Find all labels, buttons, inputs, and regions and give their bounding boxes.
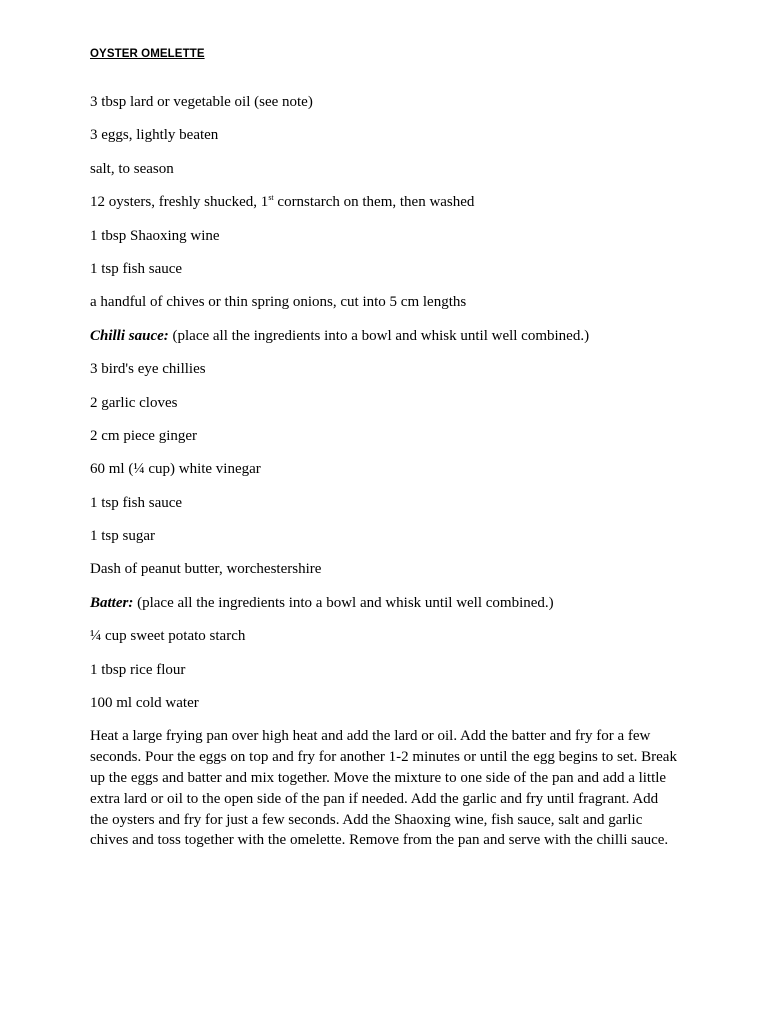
oyster-superscript: st xyxy=(268,193,274,203)
chilli-sauce-item: 1 tsp sugar xyxy=(90,528,155,545)
chilli-sauce-heading xyxy=(90,326,680,346)
chilli-sauce-item: 1 tsp fish sauce xyxy=(90,494,183,511)
ingredient-line: salt, to season xyxy=(90,160,174,177)
ingredient-line: a handful of chives or thin spring onions, cut into 5 cm lengths xyxy=(90,294,467,311)
chilli-sauce-item: Dash of peanut butter, worchestershire xyxy=(90,561,322,578)
method-paragraph: Heat a large frying pan over high heat and add the lard or oil. Add the batter and fry for a few seconds. Pour the eggs on top and fry for another 1-2 minutes or until the egg begins to set. Break up the eggs and batter and mix together. Move the mixture to one side of the pan and add a little extra lard or oil to the open side of the pan if needed. Add the garlic and fry until fragrant. Add the oysters and fry for just a few seconds. Add the Shaoxing wine, fish sauce, salt and garlic chives and toss together with the omelette. Remove from the pan and serve with the chilli sauce. xyxy=(90,728,677,849)
batter-item: ¼ cup sweet potato starch xyxy=(90,628,246,645)
chilli-sauce-item: 60 ml (¼ cup) white vinegar xyxy=(90,461,261,478)
oyster-text-after: cornstarch on them, then washed xyxy=(273,194,475,211)
ingredient-line: 1 tbsp Shaoxing wine xyxy=(90,227,220,244)
batter-heading xyxy=(90,593,680,613)
chilli-sauce-instruction: (place all the ingredients into a bowl and whisk until well combined.) xyxy=(168,327,590,344)
ingredient-line: 3 tbsp lard or vegetable oil (see note) xyxy=(90,94,313,110)
chilli-sauce-item: 3 bird's eye chillies xyxy=(90,361,206,378)
recipe-title: OYSTER OMELETTE xyxy=(90,48,205,60)
batter-item: 100 ml cold water xyxy=(90,695,199,712)
batter-label: Batter: xyxy=(90,594,134,611)
ingredient-line: 3 eggs, lightly beaten xyxy=(90,127,219,144)
ingredient-line: 1 tsp fish sauce xyxy=(90,260,183,277)
ingredient-line-oysters xyxy=(90,192,680,212)
oyster-text-before: 12 oysters, freshly shucked, 1 xyxy=(90,194,269,211)
chilli-sauce-item: 2 garlic cloves xyxy=(90,394,178,411)
chilli-sauce-label: Chilli sauce: xyxy=(90,327,169,344)
chilli-sauce-item: 2 cm piece ginger xyxy=(90,427,198,444)
batter-item: 1 tbsp rice flour xyxy=(90,661,186,678)
batter-instruction: (place all the ingredients into a bowl and whisk until well combined.) xyxy=(133,594,554,611)
recipe-body xyxy=(90,92,680,851)
